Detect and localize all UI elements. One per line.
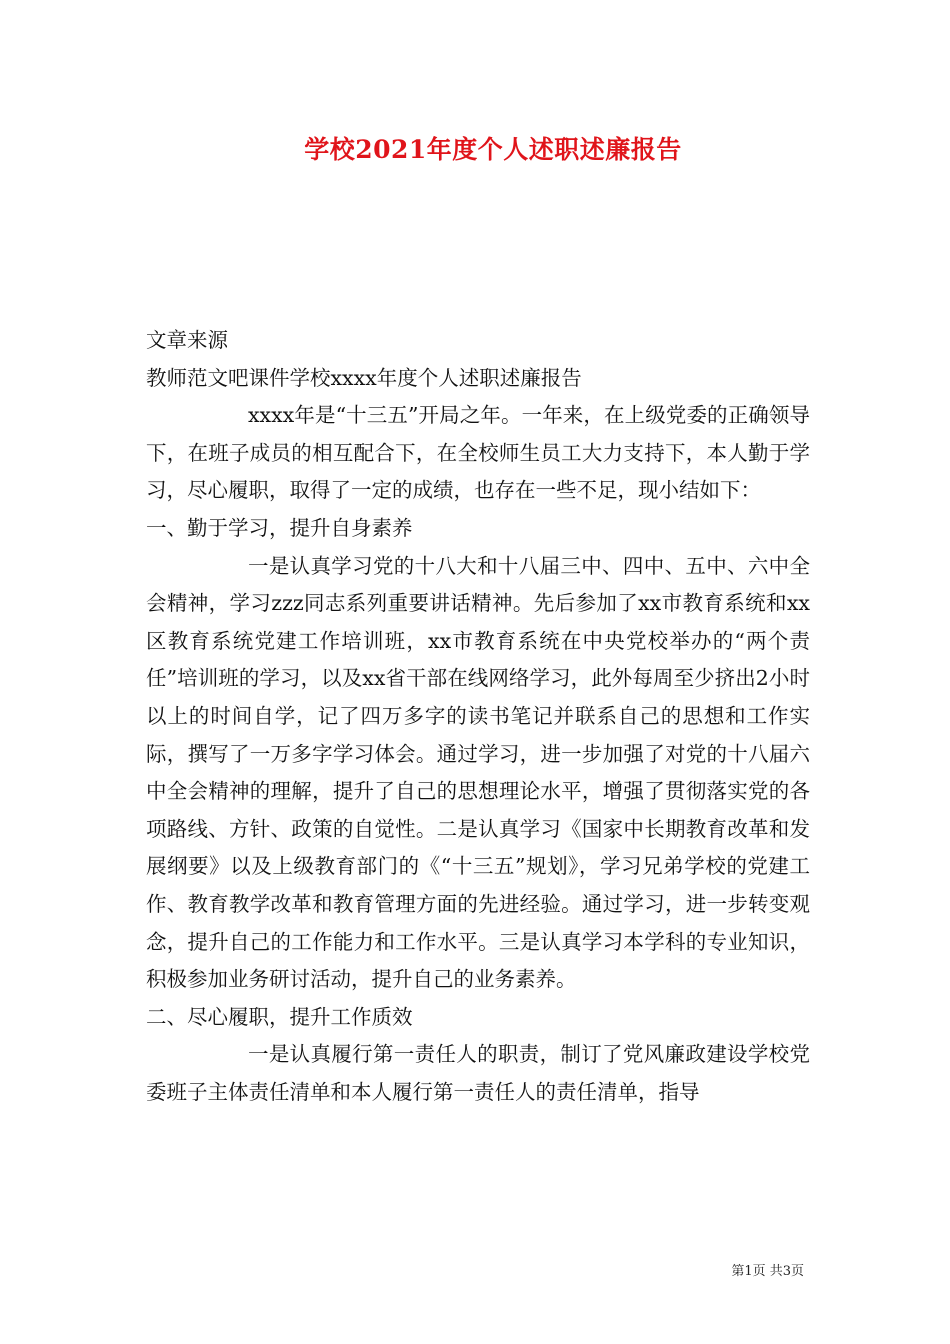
paragraph-intro: xxxx年是“十三五”开局之年。一年来，在上级党委的正确领导下，在班子成员的相互配合下，在全校师生员工大力支持下，本人勤于学习，尽心履职，取得了一定的成绩，也存在一些不足，现小结如下：	[146, 403, 810, 503]
document-title: 学校2021年度个人述职述廉报告	[304, 135, 682, 164]
document-body	[146, 322, 810, 1111]
paragraph-duty: 一是认真履行第一责任人的职责，制订了党风廉政建设学校党委班子主体责任清单和本人履行第一责任人的责任清单，指导	[146, 1042, 810, 1104]
paragraph-study: 一是认真学习党的十八大和十八届三中、四中、五中、六中全会精神，学习zzz同志系列重要讲话精神。先后参加了xx市教育系统和xx区教育系统党建工作培训班，xx市教育系统在中央党校举办的“两个责任”培训班的学习，以及xx省干部在线网络学习，此外每周至少挤出2小时以上的时间自学，记了四万多字的读书笔记并联系自己的思想和工作实际，撰写了一万多字学习体会。通过学习，进一步加强了对党的十八届六中全会精神的理解，提升了自己的思想理论水平，增强了贯彻落实党的各项路线、方针、政策的自觉性。二是认真学习《国家中长期教育改革和发展纲要》以及上级教育部门的《“十三五”规划》，学习兄弟学校的党建工作、教育教学改革和教育管理方面的先进经验。通过学习，进一步转变观念，提升自己的工作能力和工作水平。三是认真学习本学科的专业知识，积极参加业务研讨活动，提升自己的业务素养。	[146, 553, 810, 992]
document-subtitle: 教师范文吧课件学校xxxx年度个人述职述廉报告	[146, 365, 582, 390]
source-label: 文章来源	[146, 328, 228, 352]
page-footer: 第1页 共3页	[731, 1264, 804, 1279]
section-heading-1: 一、勤于学习，提升自身素养	[146, 515, 413, 540]
section-heading-2: 二、尽心履职，提升工作质效	[146, 1004, 413, 1029]
